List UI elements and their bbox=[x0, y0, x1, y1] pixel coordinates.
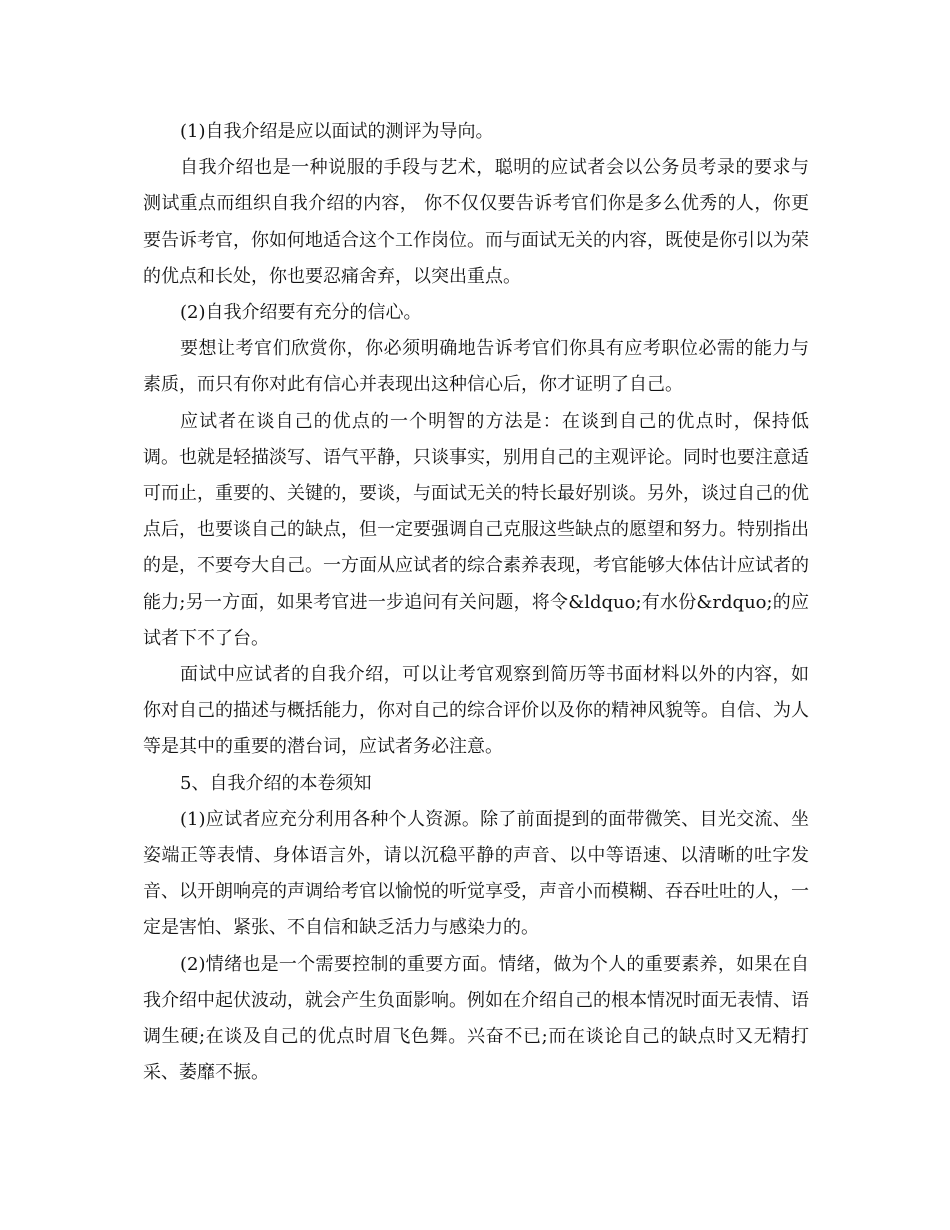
document-body bbox=[143, 114, 809, 1091]
section-heading: 5、自我介绍的本卷须知 bbox=[180, 772, 372, 794]
paragraph-item: 应试者在谈自己的优点的一个明智的方法是：在谈到自己的优点时，保持低调。也就是轻描淡写、语气平静，只谈事实，别用自己的主观评论。同时也要注意适可而止，重要的、关键的，要谈，与面试无关的特长最好别谈。另外，谈过自己的优点后，也要谈自己的缺点，但一定要强调自己克服这些缺点的愿望和努力。特别指出的是，不要夸大自己。一方面从应试者的综合素养表现，考官能够大体估计应试者的能力;另一方面，如果考官进一步追问有关问题，将令&ldquo;有水份&rdquo;的应试者下不了台。 bbox=[143, 410, 809, 649]
paragraph-item: (1)自我介绍是应以面试的测评为导向。 bbox=[180, 121, 494, 142]
paragraph-item: 要想让考官们欣赏你，你必须明确地告诉考官们你具有应考职位必需的能力与素质，而只有你对此有信心并表现出这种信心后，你才证明了自己。 bbox=[143, 338, 809, 396]
paragraph-item: (1)应试者应充分利用各种个人资源。除了前面提到的面带微笑、目光交流、坐姿端正等表情、身体语言外，请以沉稳平静的声音、以中等语速、以清晰的吐字发音、以开朗响亮的声调给考官以愉悦的听觉享受，声音小而模糊、吞吞吐吐的人，一定是害怕、紧张、不自信和缺乏活力与感染力的。 bbox=[143, 808, 809, 939]
paragraph-item: 面试中应试者的自我介绍，可以让考官观察到简历等书面材料以外的内容，如你对自己的描述与概括能力，你对自己的综合评价以及你的精神风貌等。自信、为人等是其中的重要的潜台词，应试者务必注意。 bbox=[143, 664, 809, 758]
paragraph-item: (2)情绪也是一个需要控制的重要方面。情绪，做为个人的重要素养，如果在自我介绍中起伏波动，就会产生负面影响。例如在介绍自己的根本情况时面无表情、语调生硬;在谈及自己的优点时眉飞色舞。兴奋不已;而在谈论自己的缺点时又无精打采、萎靡不振。 bbox=[143, 953, 809, 1084]
paragraph-item: 自我介绍也是一种说服的手段与艺术，聪明的应试者会以公务员考录的要求与测试重点而组织自我介绍的内容， 你不仅仅要告诉考官们你是多么优秀的人，你更要告诉考官，你如何地适合这个工作岗位。而与面试无关的内容，既使是你引以为荣的优点和长处，你也要忍痛舍弃，以突出重点。 bbox=[143, 157, 809, 287]
paragraph-item: (2)自我介绍要有充分的信心。 bbox=[180, 302, 422, 324]
